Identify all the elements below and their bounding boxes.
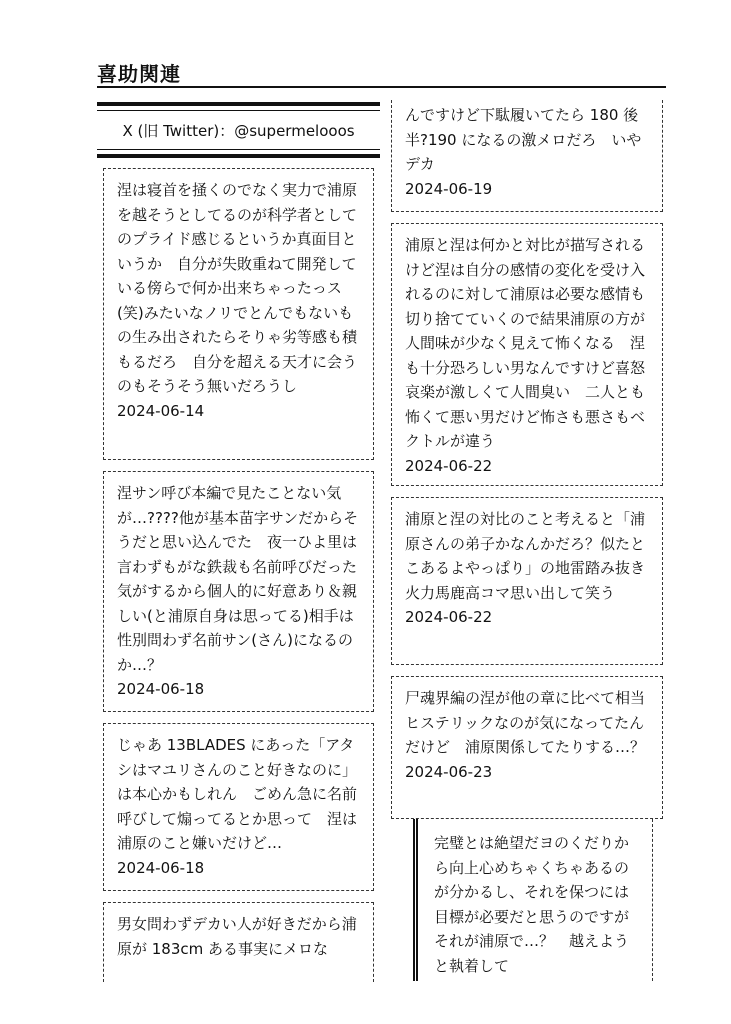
left-column — [97, 102, 380, 957]
post-date: 2024-06-22 — [405, 608, 493, 626]
post-card — [103, 471, 374, 712]
post-date: 2024-06-18 — [117, 858, 205, 877]
post-card — [391, 223, 663, 486]
page-title: 喜助関連 — [97, 62, 181, 86]
source-label: X (旧 Twitter)：@supermelooos — [122, 122, 355, 140]
post-card — [103, 723, 374, 891]
post-text: 浦原と涅の対比のこと考えると「浦原さんの弟子かなんかだろ？似たとこあるよやっぱり」の地雷踏み抜き火力馬鹿高コマ思い出して笑う — [405, 510, 646, 602]
post-date: 2024-06-23 — [405, 762, 493, 781]
post-text: 涅は寝首を掻くのでなく実力で浦原を越そうとしてるのが科学者としてのプライド感じるというか真面目というか 自分が失敗重ねて開発している傍らで何か出来ちゃったっス(笑)みたいなノリでとんでもないもの生み出されたらそりゃ劣等感も積もるだろ 自分を超える天才に会うのもそうそう無いだろうし — [117, 181, 358, 395]
post-card — [103, 902, 374, 982]
post-date: 2024-06-14 — [117, 401, 205, 420]
post-text: じゃあ 13BLADES にあった「アタシはマユリさんのこと好きなのに」は本心かもしれん ごめん急に名前呼びして煽ってるとか思って 涅は浦原のこと嫌いだけど… — [117, 736, 358, 852]
post-card — [103, 168, 374, 460]
post-text: 尸魂界編の涅が他の章に比べて相当ヒステリックなのが気になってたんだけど 浦原関係してたりする…？ — [405, 689, 646, 756]
post-date: 2024-06-19 — [405, 179, 493, 198]
post-text: 涅サン呼び本編で見たことない気が…????他が基本苗字サンだからそうだと思い込んでた 夜一ひよ里は言わずもがな鉄裁も名前呼びだった気がするから個人的に好意あり＆親しい(と浦原自身は思ってる)相手は性別問わず名前サン(さん)になるのか…？ — [117, 484, 359, 674]
post-text: んですけど下駄履いてたら 180 後半?190 になるの激メロだろ いやデカ — [405, 106, 642, 173]
quote-text: 完璧とは絶望だヨのくだりから向上心めちゃくちゃあるのが分かるし、それを保つには目標が必要だと思うのですがそれが浦原で…？ 越えようと執着して — [434, 834, 630, 975]
post-text: 浦原と涅は何かと対比が描写されるけど涅は自分の感情の変化を受け入れるのに対して浦原は必要な感情も切り捨てていくので結果浦原の方が人間味が少なく見えて怖くなる 涅も十分恐ろしい男なんですけど喜怒哀楽が激しくて人間臭い 二人とも怖くて悪い男だけど怖さも悪さもベクトルが違う — [405, 236, 646, 450]
source-header — [97, 102, 380, 158]
post-card — [391, 497, 663, 665]
title-divider — [97, 86, 666, 88]
post-date: 2024-06-18 — [117, 680, 205, 698]
quote-card — [413, 819, 653, 981]
post-card — [391, 676, 663, 819]
right-column — [391, 100, 663, 975]
post-card — [391, 100, 663, 212]
post-text: 男女問わずデカい人が好きだから浦原が 183cm ある事実にメロな — [117, 915, 357, 958]
post-date: 2024-06-22 — [405, 456, 493, 475]
